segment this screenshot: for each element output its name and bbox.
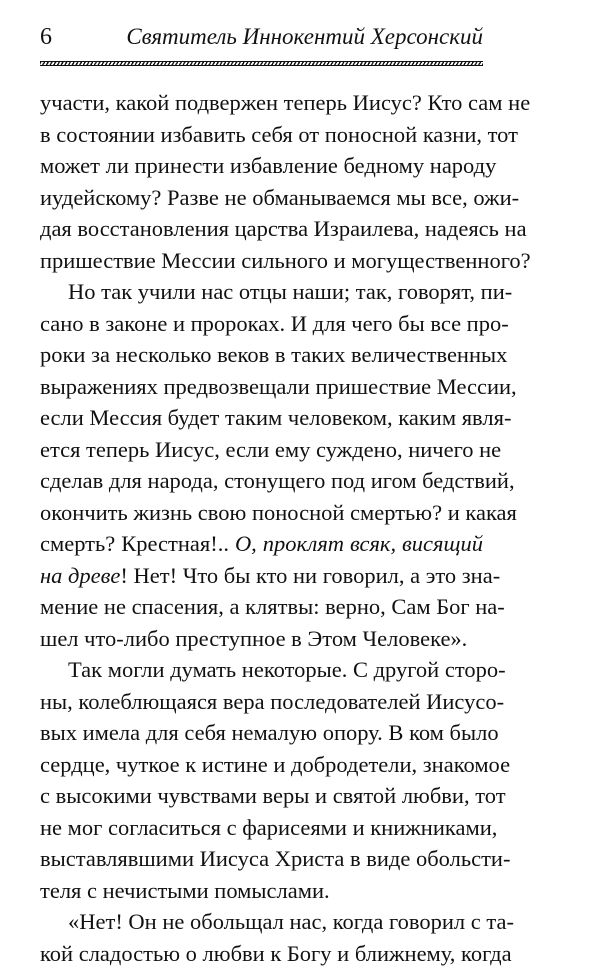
text-line: в состоянии избавить себя от поносной казни, тот xyxy=(40,121,518,147)
paragraph xyxy=(40,87,531,276)
text-line: окончить жизнь свою поносной смертью? и какая xyxy=(40,499,517,525)
paragraph xyxy=(40,276,517,654)
scripture-quote: О, проклят всяк, висящий xyxy=(234,531,483,556)
text-line: не мог согласиться с фарисеями и книжниками, xyxy=(40,814,498,840)
paragraph xyxy=(40,654,511,906)
text-line: кой сладостью о любви к Богу и ближнему, когда xyxy=(40,940,512,966)
text-line xyxy=(40,560,501,592)
scripture-quote: на древе xyxy=(40,562,121,588)
text-line: сделав для народа, стонущего под игом бедствий, xyxy=(40,468,515,493)
text-line: роки за несколько веков в таких величественных xyxy=(40,342,508,367)
text-line: выставлявшими Иисуса Христа в виде обольсти- xyxy=(40,846,511,871)
text-line: выражениях предвозвещали пришествие Мессии, xyxy=(40,373,517,399)
decorative-rope-rule xyxy=(40,61,483,66)
text-line: ны, колеблющаяся вера последователей Иисусо- xyxy=(40,688,505,714)
text-line: иудейскому? Разве не обманываемся мы все, ожи- xyxy=(40,184,520,210)
text-span: ! Нет! Что бы кто ни говорил, а это зна- xyxy=(120,562,501,588)
text-line: мение не спасения, а клятвы: верно, Сам Бог на- xyxy=(40,594,505,619)
text-line: «Нет! Он не обольщал нас, когда говорил с та- xyxy=(68,909,514,934)
text-line: если Мессия будет таким человеком, каким явля- xyxy=(40,405,512,430)
text-span: смерть? Крестная!.. xyxy=(40,531,235,556)
text-line: Но так учили нас отцы наши; так, говорят, пи- xyxy=(68,279,513,304)
text-line: Так могли думать некоторые. С другой сторо- xyxy=(68,657,506,682)
text-line: вых имела для себя немалую опору. В ком было xyxy=(40,720,499,745)
text-line: пришествие Мессии сильного и могущественного? xyxy=(40,247,531,273)
running-title: Святитель Иннокентий Херсонский xyxy=(126,24,483,49)
running-header xyxy=(40,20,483,54)
text-line: ется теперь Иисус, если ему суждено, ничего не xyxy=(40,436,502,462)
text-line xyxy=(40,528,483,560)
text-line: дая восстановления царства Израилева, надеясь на xyxy=(40,216,527,241)
page-number: 6 xyxy=(40,24,52,50)
text-line: с высокими чувствами веры и святой любви, тот xyxy=(40,783,506,808)
text-line: шел что-либо преступное в Этом Человеке». xyxy=(40,625,468,651)
text-line: сано в законе и пророках. И для чего бы все про- xyxy=(40,310,509,336)
text-line: может ли принести избавление бедному народу xyxy=(40,153,497,178)
text-line: теля с нечистыми помыслами. xyxy=(40,877,330,903)
paragraph xyxy=(40,906,514,969)
text-line: сердце, чуткое к истине и добродетели, знакомое xyxy=(40,751,511,777)
page-body xyxy=(40,87,531,969)
text-line: участи, какой подвержен теперь Иисус? Кто сам не xyxy=(40,90,531,115)
